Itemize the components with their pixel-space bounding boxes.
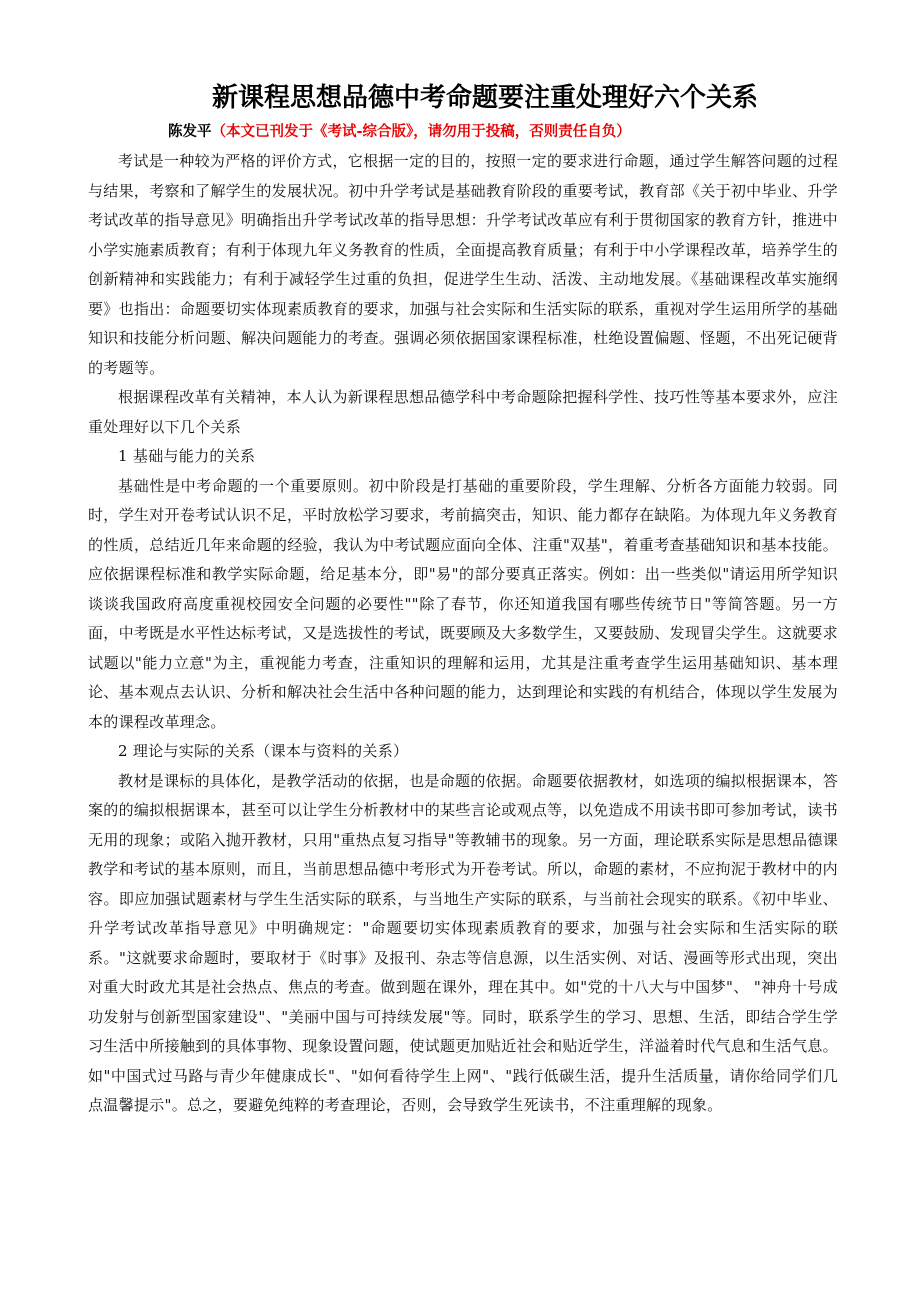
document-title: 新课程思想品德中考命题要注重处理好六个关系 (212, 83, 759, 113)
paragraph-section-2: 教材是课标的具体化，是教学活动的依据，也是命题的依据。命题要依据教材，如选项的编拟根据课本，答案的的编拟根据课本，甚至可以让学生分析教材中的某些言论或观点等，以免造成不用读书即可参加考试，读书无用的现象；或陷入抛开教材，只用"重热点复习指导"等教辅书的现象。另一方面，理论联系实际是思想品德课教学和考试的基本原则，而且，当前思想品德中考形式为开卷考试。所以，命题的素材，不应拘泥于教材中的内容。即应加强试题素材与学生生活实际的联系，与当地生产实际的联系，与当前社会现实的联系。《初中毕业、升学考试改革指导意见》中明确规定："命题要切实体现素质教育的要求，加强与社会实际和生活实际的联系。"这就要求命题时，要取材于《时事》及报刊、杂志等信息源，以生活实例、对话、漫画等形式出现，突出对重大时政尤其是社会热点、焦点的考查。做到题在课外，理在其中。如"党的十八大与中国梦"、 "神舟十号成功发射与创新型国家建设"、"美丽中国与可持续发展"等。同时，联系学生的学习、思想、生活，即结合学生学习生活中所接触到的具体事物、现象设置问题，使试题更加贴近社会和贴近学生，洋溢着时代气息和生活气息。如"中国式过马路与青少年健康成长"、"如何看待学生上网"、"践行低碳生活，提升生活质量，请你给同学们几点温馨提示"。总之，要避免纯粹的考查理论，否则，会导致学生死读书，不注重理解的现象。 (88, 771, 838, 1114)
paragraph-lead-in: 根据课程改革有关精神，本人认为新课程思想品德学科中考命题除把握科学性、技巧性等基本要求外，应注重处理好以下几个关系 (88, 388, 838, 436)
author-name: 陈发平 (168, 124, 212, 140)
paragraph-section-1: 基础性是中考命题的一个重要原则。初中阶段是打基础的重要阶段，学生理解、分析各方面能力较弱。同时，学生对开卷考试认识不足，平时放松学习要求，考前搞突击，知识、能力都存在缺陷。为体现九年义务教育的性质，总结近几年来命题的经验，我认为中考试题应面向全体、注重"双基"，着重考查基础知识和基本技能。应依据课程标准和教学实际命题，给足基本分，即"易"的部分要真正落实。例如：出一些类似"请运用所学知识谈谈我国政府高度重视校园安全问题的必要性""除了春节，你还知道我国有哪些传统节日"等简答题。另一方面，中考既是水平性达标考试，又是选拔性的考试，既要顾及大多数学生，又要鼓励、发现冒尖学生。这就要求试题以"能力立意"为主，重视能力考查，注重知识的理解和运用，尤其是注重考查学生运用基础知识、基本理论、基本观点去认识、分析和解决社会生活中各种问题的能力，达到理论和实践的有机结合，体现以学生发展为本的课程改革理念。 (88, 476, 838, 731)
paragraph-intro: 考试是一种较为严格的评价方式，它根据一定的目的，按照一定的要求进行命题，通过学生解答问题的过程与结果，考察和了解学生的发展状况。初中升学考试是基础教育阶段的重要考试，教育部《关于初中毕业、升学考试改革的指导意见》明确指出升学考试改革的指导思想：升学考试改革应有利于贯彻国家的教育方针，推进中小学实施素质教育；有利于体现九年义务教育的性质，全面提高教育质量；有利于中小学课程改革，培养学生的创新精神和实践能力；有利于减轻学生过重的负担，促进学生生动、活泼、主动地发展。《基础课程改革实施纲要》也指出：命题要切实体现素质教育的要求，加强与社会实际和生活实际的联系，重视对学生运用所学的基础知识和技能分析问题、解决问题能力的考查。强调必须依据国家课程标准，杜绝设置偏题、怪题，不出死记硬背的考题等。 (88, 152, 838, 377)
byline (168, 120, 838, 144)
section-heading-2: 2 理论与实际的关系（课本与资料的关系） (118, 742, 409, 760)
publication-note: （本文已刊发于《考试-综合版》，请勿用于投稿，否则责任自负） (211, 124, 631, 140)
document-page (88, 80, 838, 1121)
section-heading-1: 1 基础与能力的关系 (118, 447, 256, 465)
